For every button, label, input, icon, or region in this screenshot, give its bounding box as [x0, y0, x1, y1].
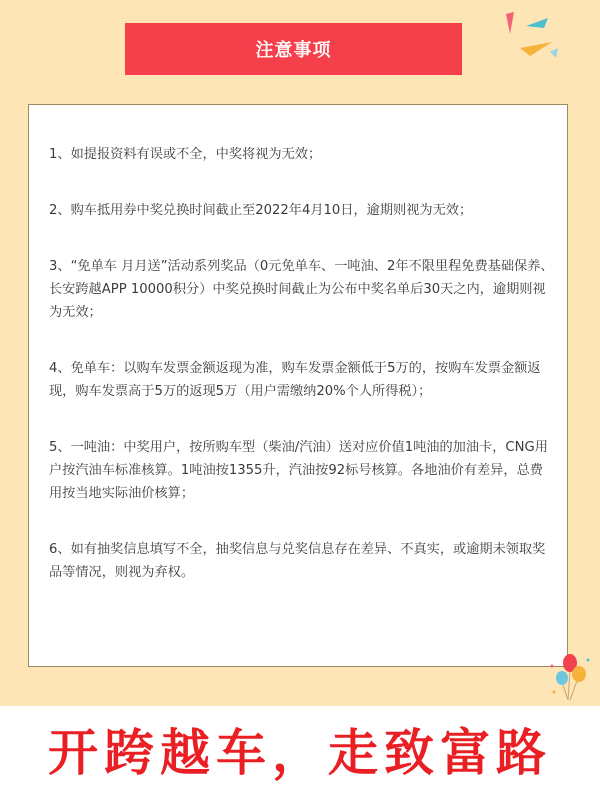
- balloons-icon: [548, 652, 592, 702]
- note-item: 2、购车抵用券中奖兑换时间截止至2022年4月10日，逾期则视为无效；: [49, 203, 473, 218]
- note-item: 1、如提报资料有误或不全，中奖将视为无效；: [49, 147, 322, 162]
- note-item: 4、免单车：以购车发票金额返现为准，购车发票金额低于5万的，按购车发票金额返现，购车发票高于5万的返现5万（用户需缴纳20%个人所得税）；: [49, 361, 541, 399]
- confetti-icon: [500, 12, 560, 64]
- notes-list: [49, 143, 555, 617]
- page-title: 注意事项: [125, 23, 462, 75]
- note-item: 3、“免单车 月月送”活动系列奖品（0元免单车、一吨油、2年不限里程免费基础保养、长安跨越APP 10000积分）中奖兑换时间截止为公布中奖名单后30天之内，逾期则视为无效；: [49, 259, 554, 320]
- note-item: 6、如有抽奖信息填写不全，抽奖信息与兑奖信息存在差异、不真实，或逾期未领取奖品等情况，则视为弃权。: [49, 542, 546, 580]
- note-item: 5、一吨油：中奖用户，按所购车型（柴油/汽油）送对应价值1吨油的加油卡，CNG用户按汽油车标准核算。1吨油按1355升，汽油按92标号核算。各地油价有差异，总费用按当地实际油价核算；: [49, 440, 548, 501]
- slogan-text: 开跨越车，走致富路: [48, 724, 552, 782]
